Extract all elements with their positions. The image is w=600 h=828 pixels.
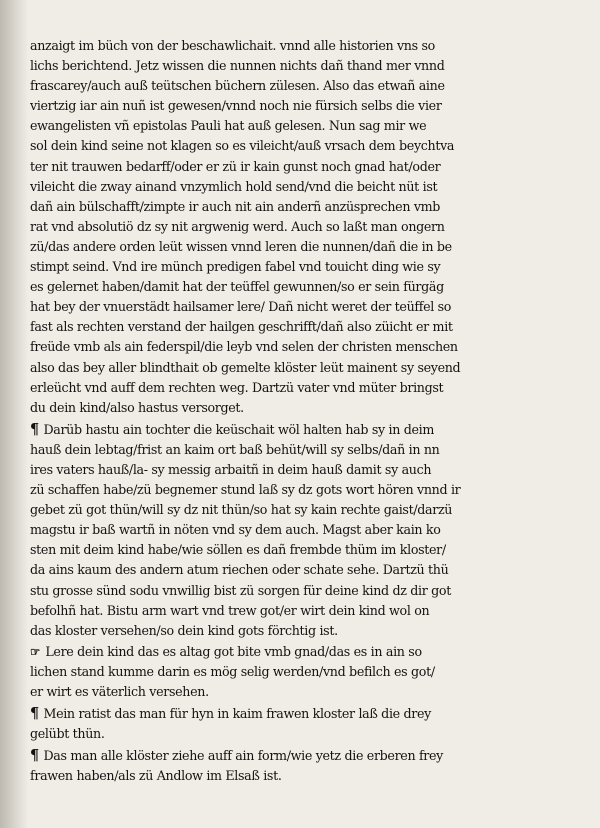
line-text: fast als rechten verstand der hailgen geschrifft/dañ also züicht er mit [30, 320, 453, 336]
text-line [30, 419, 474, 441]
line-text: da ains kaum des andern atum riechen oder schate sehe. Dartzü thü [30, 563, 449, 579]
text-line [30, 359, 474, 379]
text-line [30, 561, 474, 581]
pointing-hand-icon: ☞ [30, 644, 41, 659]
line-text: stimpt seind. Vnd ire münch predigen fabel vnd touicht ding wie sy [30, 260, 441, 276]
text-line [30, 77, 474, 97]
text-line [30, 298, 474, 318]
line-text: das kloster versehen/so dein kind gots förchtig ist. [30, 623, 338, 639]
line-text: zü schaffen habe/zü begnemer stund laß sy dz gots wort hören vnnd ir [30, 483, 461, 499]
text-line [30, 622, 474, 642]
text-line [30, 767, 474, 787]
line-text: lichs berichtend. Jetz wissen die nunnen nichts dañ thand mer vnnd [30, 59, 445, 75]
pilcrow-mark: ¶ [30, 746, 39, 765]
text-line [30, 541, 474, 561]
text-line [30, 338, 474, 358]
line-text: du dein kind/also hastus versorget. [30, 400, 244, 416]
text-line [30, 602, 474, 622]
line-text: Mein ratist das man für hyn in kaim frawen kloster laß die drey [43, 707, 431, 723]
text-line [30, 481, 474, 501]
line-text: stu grosse sünd sodu vnwillig bist zü sorgen für deine kind dz dir got [30, 583, 451, 599]
line-text: zü/das andere orden leüt wissen vnnd leren die nunnen/dañ die in be [30, 239, 452, 255]
text-line [30, 521, 474, 541]
line-text: er wirt es väterlich versehen. [30, 685, 209, 700]
text-line [30, 278, 474, 298]
line-text: lichen stand kumme darin es mög selig werden/vnd befilch es got/ [30, 664, 435, 680]
text-line [30, 399, 474, 419]
line-text: ewangelisten vñ epistolas Pauli hat auß gelesen. Nun sag mir we [30, 119, 427, 135]
pilcrow-mark: ¶ [30, 704, 39, 723]
line-text: befolhñ hat. Bistu arm wart vnd trew got/er wirt dein kind wol on [30, 603, 430, 619]
line-text: frawen haben/als zü Andlow im Elsaß ist. [30, 769, 282, 785]
line-text: rat vnd absolutiö dz sy nit argwenig werd. Auch so laßt man ongern [30, 219, 445, 235]
line-text: gebet zü got thün/will sy dz nit thün/so hat sy kain rechte gaist/darzü [30, 503, 453, 519]
text-line [30, 441, 474, 461]
text-line [30, 461, 474, 481]
body-text [30, 37, 474, 787]
line-text: gelübt thün. [30, 727, 105, 743]
text-line [30, 318, 474, 338]
line-text: viertzig iar ain nuñ ist gewesen/vnnd noch nie fürsich selbs die vier [30, 99, 442, 115]
line-text: dañ ain bülschafft/zimpte ir auch nit ain anderñ anzüsprechen vmb [30, 199, 441, 215]
line-text: anzaigt im büch von der beschawlichait. vnnd alle historien vns so [30, 39, 435, 54]
text-line [30, 745, 474, 767]
line-text: Darüb hastu ain tochter die keüschait wöl halten hab sy in deim [43, 422, 435, 438]
line-text: ter nit trauwen bedarff/oder er zü ir kain gunst noch gnad hat/oder [30, 159, 441, 175]
text-line [30, 158, 474, 178]
line-text: erleücht vnd auff dem rechten weg. Dartzü vater vnd müter bringst [30, 380, 444, 396]
text-line [30, 501, 474, 521]
text-line [30, 218, 474, 238]
line-text: also das bey aller blindthait ob gemelte klöster leüt mainent sy seyend [30, 360, 461, 376]
line-text: Lere dein kind das es altag got bite vmb gnad/das es in ain so [45, 644, 422, 660]
text-line [30, 703, 474, 725]
pilcrow-mark: ¶ [30, 419, 39, 438]
text-line [30, 663, 474, 683]
text-line [30, 725, 474, 745]
text-line [30, 683, 474, 703]
text-line [30, 642, 474, 663]
line-text: hat bey der vnuerstädt hailsamer lere/ Dañ nicht weret der teüffel so [30, 300, 452, 316]
text-line [30, 379, 474, 399]
text-line [30, 238, 474, 258]
line-text: hauß dein lebtag/frist an kaim ort baß behüt/will sy selbs/dañ in nn [30, 442, 440, 458]
line-text: sol dein kind seine not klagen so es vileicht/auß vrsach dem beychtva [30, 139, 455, 155]
text-line [30, 37, 474, 57]
text-line [30, 258, 474, 278]
line-text: es gelernet haben/damit hat der teüffel gewunnen/so er sein fürgäg [30, 280, 444, 296]
text-line [30, 582, 474, 602]
text-line [30, 57, 474, 77]
line-text: ires vaters hauß/la- sy messig arbaitñ in deim hauß damit sy auch [30, 462, 432, 478]
line-text: freüde vmb als ain federspil/die leyb vnd selen der christen menschen [30, 340, 458, 356]
line-text: Das man alle klöster ziehe auff ain form/wie yetz die erberen frey [43, 749, 443, 765]
text-line [30, 198, 474, 218]
line-text: sten mit deim kind habe/wie söllen es dañ frembde thüm im kloster/ [30, 543, 446, 559]
text-line [30, 178, 474, 198]
gutter-shadow [0, 0, 28, 828]
line-text: frascarey/auch auß teütschen büchern zülesen. Also das etwañ aine [30, 79, 445, 95]
text-line [30, 117, 474, 137]
line-text: magstu ir baß wartñ in nöten vnd sy dem auch. Magst aber kain ko [30, 523, 441, 539]
line-text: vileicht die zway ainand vnzymlich hold send/vnd die beicht nüt ist [30, 179, 438, 195]
text-line [30, 97, 474, 117]
text-line [30, 137, 474, 157]
